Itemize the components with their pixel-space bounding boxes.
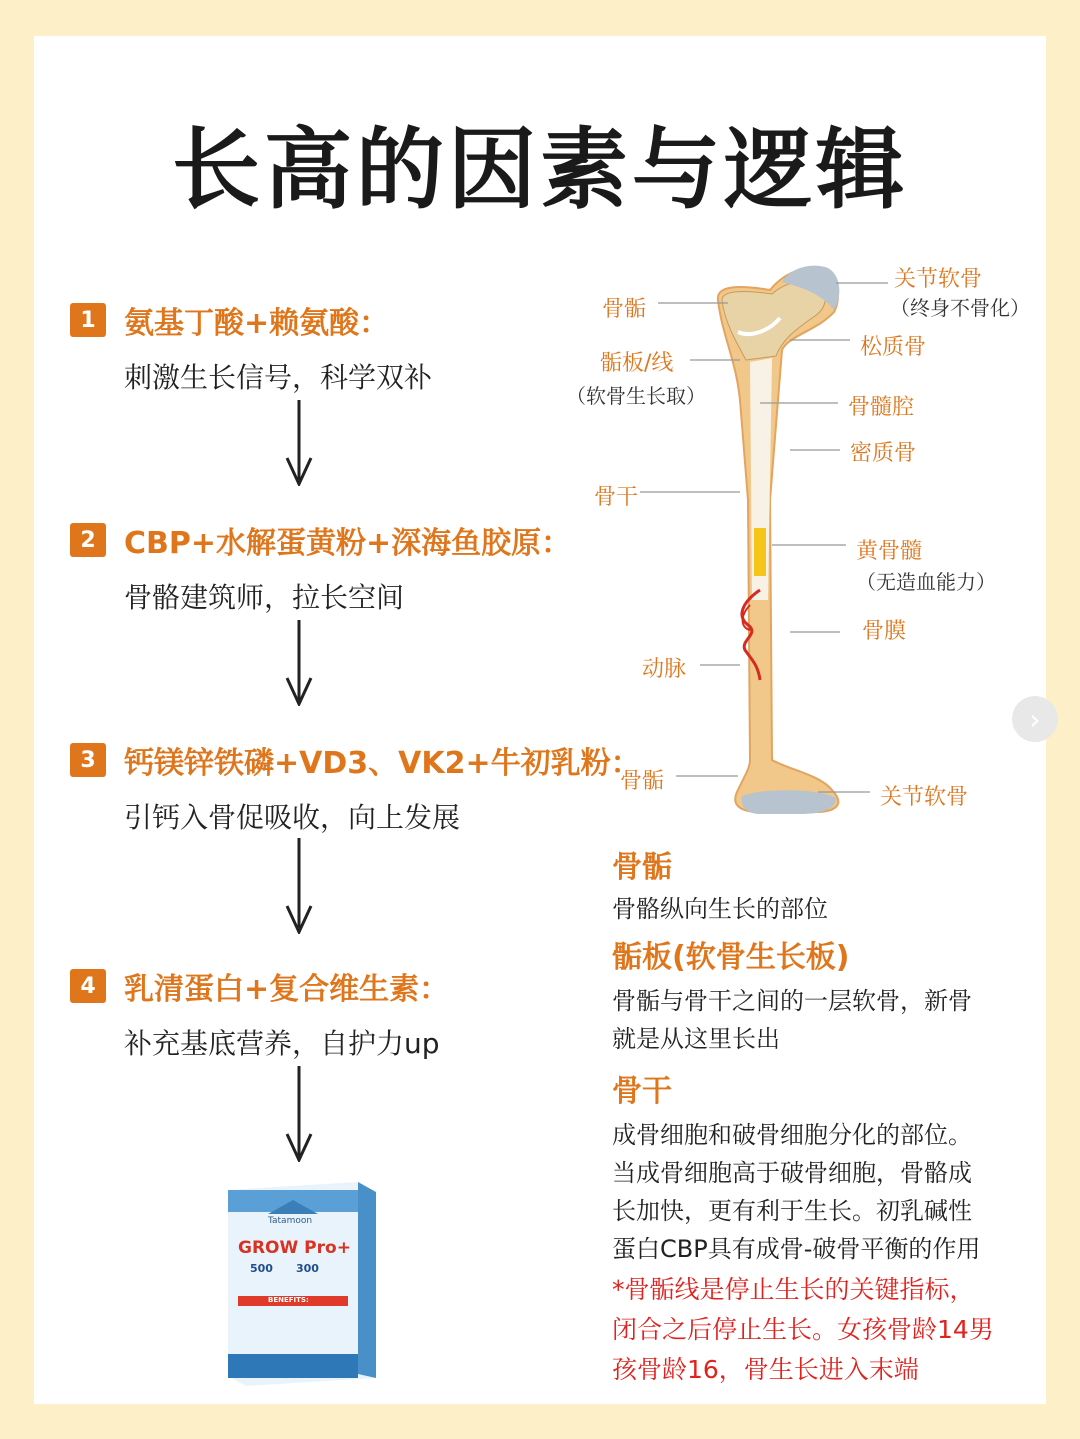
- info-shaft: [612, 1066, 1032, 1268]
- label-articular-cartilage-top: 关节软骨: [894, 267, 983, 292]
- step-desc: 补充基底营养，自护力up: [124, 1027, 440, 1060]
- note-text: 闭合之后停止生长。女孩骨龄14男: [612, 1315, 994, 1344]
- label-articular-top-note: （终身不骨化）: [890, 296, 1030, 320]
- label-epiphysis-bottom: 骨骺: [620, 769, 665, 794]
- info-heading: 骺板(软骨生长板): [612, 940, 850, 975]
- product-dose-1: 500: [250, 1262, 273, 1275]
- info-growth-plate: [612, 932, 1032, 1058]
- info-text: 骨骺与骨干之间的一层软骨，新骨: [612, 987, 972, 1015]
- step-title: 乳清蛋白+复合维生素：: [124, 972, 450, 1007]
- info-heading: 骨骺: [612, 850, 672, 885]
- step-number: 2: [70, 523, 106, 557]
- product-dose-2: 300: [296, 1262, 319, 1275]
- step-number: 1: [70, 303, 106, 337]
- label-growth-plate: 骺板/线: [600, 351, 674, 376]
- product-brand: Tatamoon: [268, 1216, 313, 1226]
- step-title: 钙镁锌铁磷+VD3、VK2+牛初乳粉：: [124, 746, 641, 781]
- label-artery: 动脉: [642, 657, 687, 682]
- yellow-marrow: [754, 528, 766, 576]
- label-epiphysis-top: 骨骺: [602, 297, 647, 322]
- label-yellow-marrow: 黄骨髓: [856, 539, 923, 564]
- step-number: 4: [70, 969, 106, 1003]
- step-4: [70, 964, 630, 1062]
- label-periosteum: 骨膜: [862, 619, 907, 644]
- step-desc: 刺激生长信号，科学双补: [124, 361, 433, 394]
- label-marrow-cavity: 骨髓腔: [848, 395, 915, 420]
- label-yellow-marrow-note: （无造血能力）: [856, 570, 996, 594]
- articular-cartilage-bottom: [742, 790, 836, 814]
- info-text: 长加快，更有利于生长。初乳碱性: [612, 1197, 972, 1225]
- product-benefits: BENEFITS:: [268, 1296, 309, 1304]
- label-cancellous: 松质骨: [860, 335, 927, 360]
- info-text: 蛋白CBP具有成骨-破骨平衡的作用: [612, 1235, 981, 1263]
- info-text: 就是从这里长出: [612, 1025, 780, 1053]
- step-title: CBP+水解蛋黄粉+深海鱼胶原：: [124, 526, 572, 561]
- note-text: *骨骺线是停止生长的关键指标，: [612, 1275, 975, 1304]
- step-desc: 引钙入骨促吸收，向上发展: [124, 801, 461, 834]
- info-epiphysis: [612, 842, 1032, 928]
- step-number: 3: [70, 743, 106, 777]
- label-shaft: 骨干: [594, 485, 639, 510]
- info-text: 骨骼纵向生长的部位: [612, 895, 828, 923]
- product-name: GROW Pro+: [238, 1238, 351, 1258]
- down-arrow-icon: [284, 1066, 314, 1162]
- info-note: [612, 1270, 1032, 1390]
- label-compact: 密质骨: [850, 441, 917, 466]
- info-heading: 骨干: [612, 1074, 672, 1109]
- product-box-image: [228, 1178, 376, 1386]
- down-arrow-icon: [284, 838, 314, 934]
- note-text: 孩骨龄16，骨生长进入末端: [612, 1355, 919, 1384]
- next-arrow-button[interactable]: [1012, 696, 1058, 742]
- step-desc: 骨骼建筑师，拉长空间: [124, 581, 405, 614]
- label-articular-cartilage-bottom: 关节软骨: [880, 785, 969, 810]
- step-title: 氨基丁酸+赖氨酸：: [124, 306, 390, 341]
- info-text: 成骨细胞和破骨细胞分化的部位。: [612, 1121, 972, 1149]
- info-text: 当成骨细胞高于破骨细胞，骨骼成: [612, 1159, 972, 1187]
- page-title: 长高的因素与逻辑: [171, 118, 908, 221]
- label-growth-plate-note: （软骨生长取）: [566, 384, 706, 408]
- chevron-right-icon: ›: [1029, 702, 1041, 736]
